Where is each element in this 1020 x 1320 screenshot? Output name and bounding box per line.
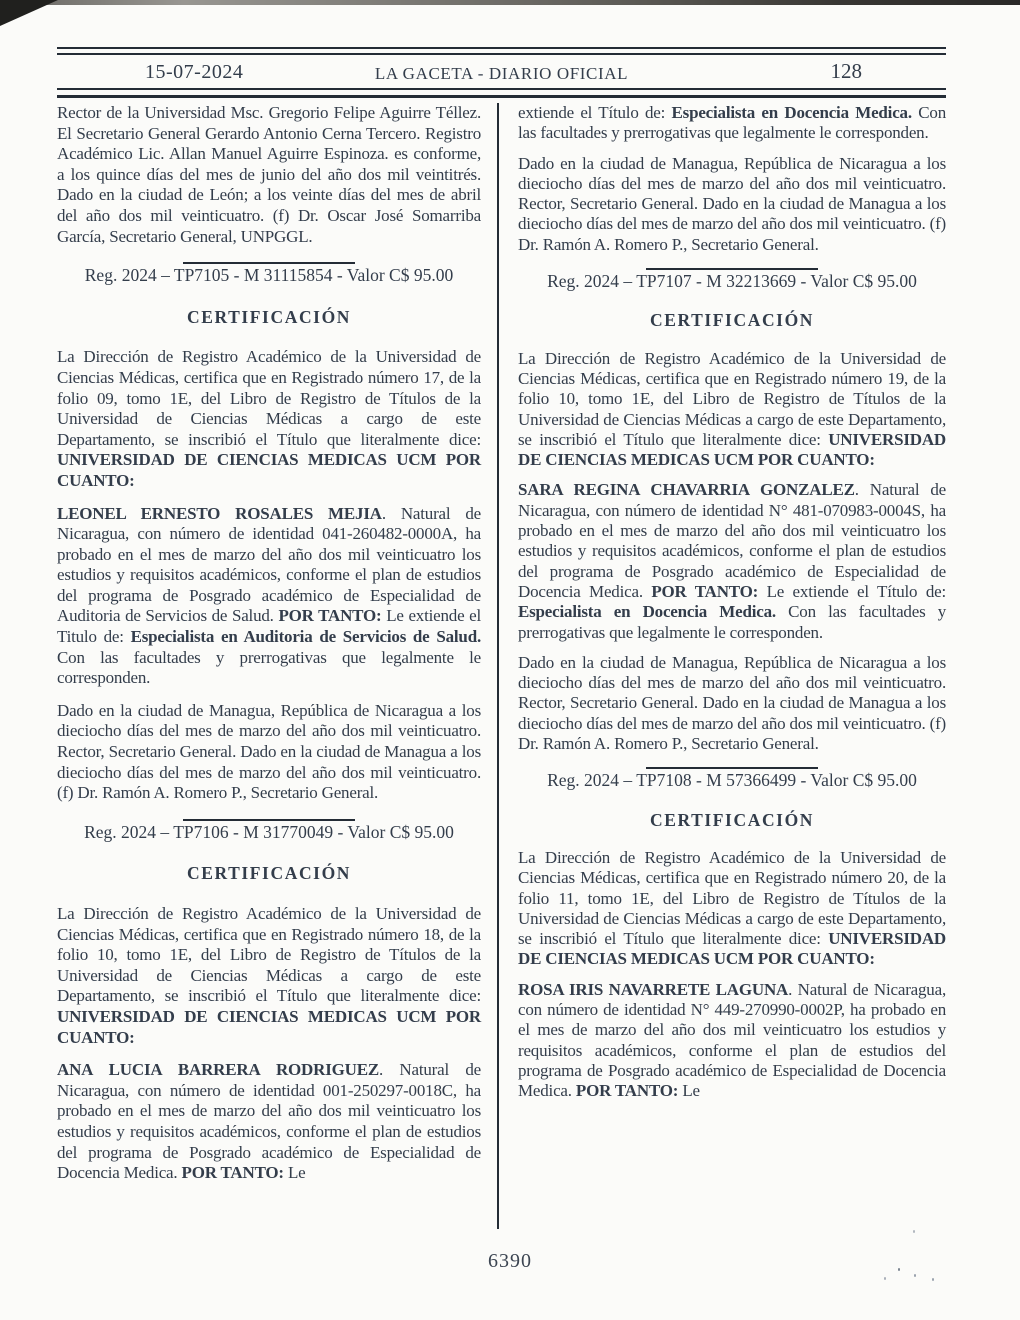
text-run: Le (678, 1081, 700, 1101)
bold-text-run: UNIVERSIDAD DE CIENCIAS MEDICAS UCM POR CUANTO: (57, 450, 481, 490)
footer-page-number: 6390 (488, 1250, 532, 1272)
text-run: Dado en la ciudad de Managua, República de Nicaragua a los dieciocho días del mes de marzo del año dos mil veinticuatro. Rector, Secretario General. Dado en la ciudad de Managua a los dieciocho días del mes de marzo del año dos mil veinticuatro. (f) Dr. Ramón A. Romero P., Secretario General. (518, 652, 946, 754)
text-run: Dado en la ciudad de Managua, República de Nicaragua a los dieciocho días del mes de marzo del año dos mil veinticuatro. Rector, Secretario General. Dado en la ciudad de Managua a los dieciocho días del mes de marzo del año dos mil veinticuatro. (f) Dr. Ramón A. Romero P., Secretario General. (57, 700, 481, 803)
bold-text-run: POR TANTO: (575, 1081, 679, 1101)
bold-text-run: Especialista en Auditoria de Servicios de Salud. (130, 627, 481, 647)
text-run: . Natural de Nicaragua, con número de identidad 001-250297-0018C, ha probado en el mes de marzo del año dos mil veinticuatro los estudios y requisitos académicos, conforme el plan de estudios del programa de Posgrado académico de Especialidad de Docencia Medica. (57, 1060, 481, 1183)
page-header (57, 47, 946, 98)
text-run: Con las facultades y prerrogativas que legalmente le corresponden. (57, 647, 481, 688)
text-run: . Natural de Nicaragua, con número de identidad 041-260482-0000A, ha probado en el mes de marzo del año dos mil veinticuatro los estudios y requisitos académicos, conforme el plan de estudios del programa de Posgrado académico de Especialidad de Auditoria de Servicios de Salud. (57, 503, 482, 626)
reg-separator-rule (646, 268, 818, 270)
text-run: Le (283, 1163, 306, 1183)
bold-text-run: POR TANTO: (278, 606, 382, 626)
reg-text: Reg. 2024 – TP7106 - M 31770049 - Valor C$ 95.00 (84, 821, 454, 842)
text-run: Le extiende el Titulo de: (57, 606, 482, 647)
text-run: Rector de la Universidad Msc. Gregorio Felipe Aguirre Téllez. El Secretario General Gerardo Antonio Cerna Tercero. Registro Académico Lic. Allan Manuel Aguirre Espinoza. es conforme, a los quince días del mes de junio del año dos mil veintitrés. Dado en la ciudad de León; a los veinte días del mes de abril del año dos mil veinticuatro. (f) Dr. Oscar José Somarriba García, Secretario General, UNPGGL. (57, 103, 481, 246)
paragraph (57, 904, 481, 1048)
text-run: Con las facultades y prerrogativas que legalmente le corresponden. (518, 602, 946, 642)
header-row (57, 55, 946, 88)
scan-artifact-specks (898, 1268, 900, 1271)
paragraph (518, 653, 946, 754)
header-date: 15-07-2024 (145, 61, 244, 83)
text-run: extiende el Título de: (518, 103, 672, 122)
paragraph (57, 347, 481, 491)
left-column (57, 103, 481, 1184)
paragraph (518, 154, 946, 255)
bold-text-run: POR TANTO: (181, 1163, 284, 1183)
reg-text: Reg. 2024 – TP7107 - M 32213669 - Valor C$ 95.00 (547, 271, 917, 292)
bold-text-run: UNIVERSIDAD DE CIENCIAS MEDICAS UCM POR CUANTO: (518, 429, 946, 470)
certification-heading: CERTIFICACIÓN (186, 863, 352, 884)
bold-text-run: POR TANTO: (651, 581, 759, 601)
reg-text: Reg. 2024 – TP7105 - M 31115854 - Valor C$ 95.00 (84, 265, 454, 286)
paragraph (57, 504, 481, 689)
text-run: La Dirección de Registro Académico de la Universidad de Ciencias Médicas, certifica que en Registrado número 17, de la folio 09, tomo 1E, del Libro de Registro de Títulos de la Universidad de Ciencias Médicas a cargo de este Departamento, se inscribió el Título que literalmente dice: (57, 347, 481, 449)
paragraph (518, 349, 946, 471)
bold-text-run: LEONEL ERNESTO ROSALES MEJIA (57, 503, 382, 523)
paragraph (518, 980, 946, 1102)
right-column (518, 103, 946, 1101)
header-bottom-rule (57, 88, 946, 98)
certification-heading: CERTIFICACIÓN (649, 310, 815, 331)
registration-line (57, 262, 481, 286)
bold-text-run: ROSA IRIS NAVARRETE LAGUNA (518, 979, 789, 999)
registration-line (518, 767, 946, 790)
header-title: LA GACETA - DIARIO OFICIAL (374, 64, 629, 83)
paragraph (57, 701, 481, 804)
paragraph (518, 103, 946, 144)
text-run: Dado en la ciudad de Managua, República de Nicaragua a los dieciocho días del mes de marzo del año dos mil veinticuatro. Rector, Secretario General. Dado en la ciudad de Managua a los dieciocho días del mes de marzo del año dos mil veinticuatro. (f) Dr. Ramón A. Romero P., Secretario General. (518, 153, 946, 254)
bold-text-run: Especialista en Docencia Medica. (671, 103, 912, 122)
text-run: Le extiende el Título de: (758, 581, 946, 601)
certification-heading: CERTIFICACIÓN (186, 306, 352, 327)
certification-heading: CERTIFICACIÓN (649, 809, 815, 830)
text-run: La Dirección de Registro Académico de la Universidad de Ciencias Médicas, certifica que en Registrado número 19, de la folio 10, tomo 1E, del Libro de Registro de Títulos de la Universidad de Ciencias Médicas a cargo de este Departamento, se inscribió el Título que literalmente dice: (518, 348, 946, 449)
text-run: La Dirección de Registro Académico de la Universidad de Ciencias Médicas, certifica que en Registrado número 18, de la folio 10, tomo 1E, del Libro de Registro de Títulos de la Universidad de Ciencias Médicas a cargo de este Departamento, se inscribió el Título que literalmente dice: (57, 904, 481, 1006)
paragraph (518, 848, 946, 970)
reg-separator-rule (183, 262, 355, 264)
paragraph (57, 103, 481, 247)
reg-separator-rule (646, 767, 818, 769)
scan-artifact-corner (0, 0, 58, 26)
registration-line (518, 268, 946, 291)
registration-line (57, 819, 481, 843)
paragraph (57, 1060, 481, 1184)
text-run: Con las facultades y prerrogativas que legalmente le corresponden. (518, 103, 947, 143)
reg-text: Reg. 2024 – TP7108 - M 57366499 - Valor C$ 95.00 (547, 770, 917, 791)
header-top-rule (57, 47, 946, 55)
bold-text-run: UNIVERSIDAD DE CIENCIAS MEDICAS UCM POR CUANTO: (57, 1006, 481, 1047)
bold-text-run: UNIVERSIDAD DE CIENCIAS MEDICAS UCM POR CUANTO: (518, 929, 946, 969)
header-issue-number: 128 (830, 59, 862, 83)
content-columns (57, 103, 946, 1229)
bold-text-run: SARA REGINA CHAVARRIA GONZALEZ (518, 480, 855, 500)
bold-text-run: ANA LUCIA BARRERA RODRIGUEZ (57, 1060, 379, 1080)
paragraph (518, 480, 946, 642)
scan-artifact-top-edge (0, 0, 1020, 5)
column-divider-rule (497, 103, 499, 1229)
text-run: La Dirección de Registro Académico de la Universidad de Ciencias Médicas, certifica que en Registrado número 20, de la folio 11, tomo 1E, del Libro de Registro de Títulos de la Universidad de Ciencias Médicas a cargo de este Departamento, se inscribió el Título que literalmente dice: (518, 847, 946, 949)
bold-text-run: Especialista en Docencia Medica. (518, 602, 776, 622)
reg-separator-rule (183, 819, 355, 821)
text-run: . Natural de Nicaragua, con número de identidad N° 449-270990-0002P, ha probado en el mes de marzo del año dos mil veinticuatro los estudios y requisitos académicos, conforme el plan de estudios del programa de Posgrado académico de Especialidad de Docencia Medica. (518, 979, 946, 1101)
text-run: . Natural de Nicaragua, con número de identidad N° 481-070983-0004S, ha probado en el mes de marzo del año dos mil veinticuatro los estudios y requisitos académicos, conforme el plan de estudios del programa de Posgrado académico de Especialidad de Docencia Medica. (518, 480, 946, 601)
